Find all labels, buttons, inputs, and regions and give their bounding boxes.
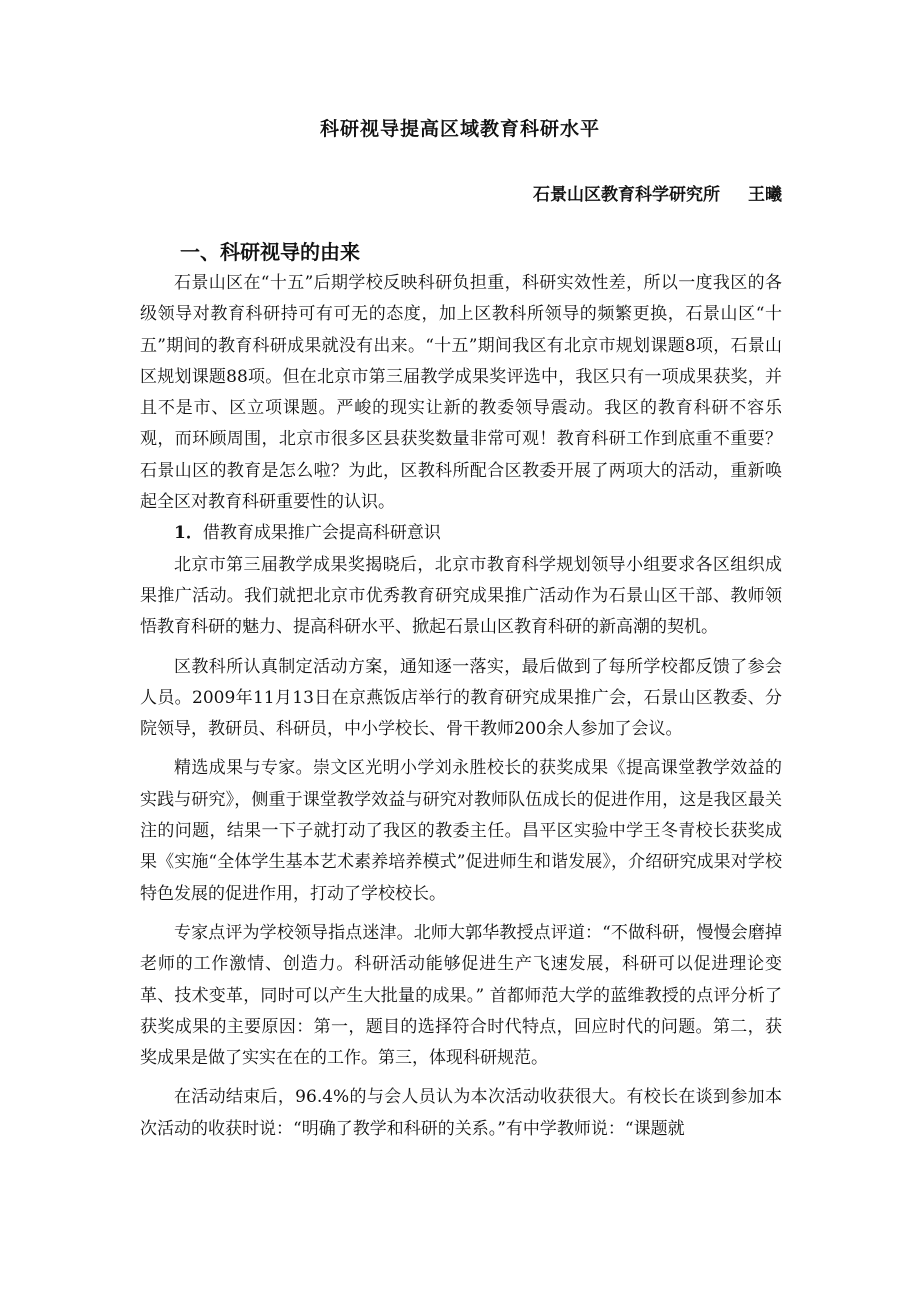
document-body bbox=[140, 236, 782, 1145]
paragraph-1: 北京市第三届教学成果奖揭晓后，北京市教育科学规划领导小组要求各区组织成果推广活动。我们就把北京市优秀教育研究成果推广活动作为石景山区干部、教师领悟教育科研的魅力、提高科研水平、掀起石景山区教育科研的新高潮的契机。 bbox=[140, 554, 782, 638]
document-title: 科研视导提高区域教育科研水平 bbox=[319, 118, 600, 140]
subsection-title: 借教育成果推广会提高科研意识 bbox=[202, 523, 441, 544]
author-line bbox=[533, 180, 782, 205]
author-organization: 石景山区教育科学研究所 bbox=[533, 185, 720, 205]
paragraph-2: 区教科所认真制定活动方案，通知逐一落实，最后做到了每所学校都反馈了参会人员。2009年11月13日在京燕饭店举行的教育研究成果推广会，石景山区教委、分院领导，教研员、科研员，中小学校长、骨干教师200余人参加了会议。 bbox=[140, 656, 782, 740]
paragraph-4: 专家点评为学校领导指点迷津。北师大郭华教授点评道：“不做科研，慢慢会磨掉老师的工作激情、创造力。科研活动能够促进生产飞速发展，科研可以促进理论变革、技术变革，同时可以产生大批量的成果。” 首都师范大学的蓝维教授的点评分析了获奖成果的主要原因：第一，题目的选择符合时代特点，回应时代的问题。第二，获奖成果是做了实实在在的工作。第三，体现科研规范。 bbox=[140, 922, 782, 1069]
paragraph-intro: 石景山区在“十五”后期学校反映科研负担重，科研实效性差，所以一度我区的各级领导对教育科研持可有可无的态度，加上区教科所领导的频繁更换，石景山区“十五”期间的教育科研成果就没有出来。“十五”期间我区有北京市规划课题8项，石景山区规划课题88项。但在北京市第三届教学成果奖评选中，我区只有一项成果获奖，并且不是市、区立项课题。严峻的现实让新的教委领导震动。我区的教育科研不容乐观，而环顾周围，北京市很多区县获奖数量非常可观！教育科研工作到底重不重要？石景山区的教育是怎么啦？为此，区教科所配合区教委开展了两项大的活动，重新唤起全区对教育科研重要性的认识。 bbox=[140, 273, 782, 513]
author-name: 王曦 bbox=[748, 185, 782, 205]
paragraph-3: 精选成果与专家。崇文区光明小学刘永胜校长的获奖成果《提高课堂教学效益的实践与研究》，侧重于课堂教学效益与研究对教师队伍成长的促进作用，这是我区最关注的问题，结果一下子就打动了我区的教委主任。昌平区实验中学王冬青校长获奖成果《实施“全体学生基本艺术素养培养模式”促进师生和谐发展》，介绍研究成果对学校特色发展的促进作用，打动了学校校长。 bbox=[140, 758, 782, 904]
paragraph-5: 在活动结束后，96.4%的与会人员认为本次活动收获很大。有校长在谈到参加本次活动的收获时说：“明确了教学和科研的关系。”有中学教师说：“课题就 bbox=[140, 1087, 782, 1139]
subsection-heading bbox=[140, 518, 782, 549]
subsection-number: 1． bbox=[174, 523, 203, 544]
section-heading: 一、科研视导的由来 bbox=[180, 240, 360, 264]
